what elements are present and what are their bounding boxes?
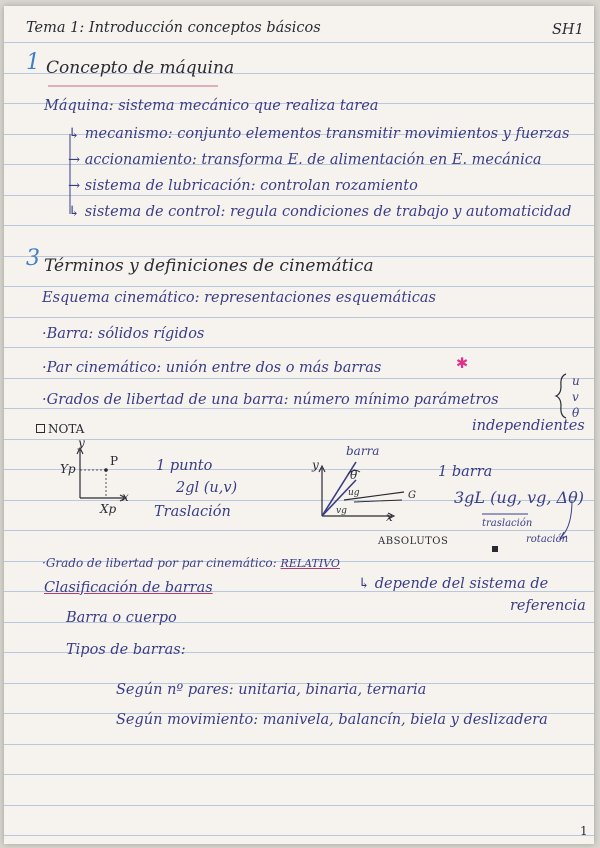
diagrams-overlay [4,6,594,844]
left-yp-label: Yp [60,462,76,476]
brace-var-theta: θ [572,406,580,420]
clasificacion-heading: Clasificación de barras [44,580,213,596]
section-1-item-text: accionamiento: transforma E. de alimentación en E. mecánica [84,152,542,168]
section-1-item: → accionamiento: transforma E. de alimentación en E. mecánica [68,152,542,168]
left-desc-3: Traslación [154,504,231,520]
segun-movimiento-line: Según movimiento: manivela, balancín, biela y deslizadera [116,712,548,728]
segun-pares-line: Según nº pares: unitaria, binaria, ternaria [116,682,427,698]
barra-segment [344,492,404,500]
brace-icon [556,374,566,418]
right-axis-x-label: x [386,510,393,524]
gdl-par-text: ·Grado de libertad por par cinemático: [42,556,277,570]
traslacion-label: traslación [482,518,533,529]
section-1-definition: Máquina: sistema mecánico que realiza tarea [44,98,379,114]
rotacion-arrowhead [560,532,567,539]
star-mark: ✱ [456,356,469,372]
section-3-title: Términos y definiciones de cinemática [44,256,374,276]
section-1-item: ↳ mecanismo: conjunto elementos transmitir movimientos y fuerzas [68,126,570,142]
notebook-page [4,6,594,844]
right-barra-label: barra [346,444,380,458]
left-desc-1: 1 punto [156,458,213,474]
right-vg-label: vg [336,506,347,516]
esquema-line: Esquema cinemático: representaciones esquemáticas [42,290,436,306]
barra-cuerpo-line: Barra o cuerpo [66,610,177,626]
independientes-text: independientes [472,418,585,434]
left-axis-y-label: y [78,436,85,450]
section-3-number: 3 [26,246,40,271]
relativo-text: RELATIVO [280,557,340,570]
right-ug-label: ug [348,488,360,498]
page-number: 1 [580,824,588,838]
section-1-title: Concepto de máquina [46,58,235,78]
barra-line-b [322,480,356,516]
page-header-code: SH1 [552,22,584,38]
right-axis-y-label: y [312,458,319,472]
nota-label-text: NOTA [48,422,85,436]
left-point-p [104,468,108,472]
left-desc-2: 2gl (u,v) [176,480,238,496]
absolutos-label: ABSOLUTOS [378,536,449,547]
rotacion-arrow [560,500,572,538]
page-header-title: Tema 1: Introducción conceptos básicos [26,20,321,36]
par-cinematico-line: ·Par cinemático: unión entre dos o más barras [42,360,382,376]
section-1-item: → sistema de lubricación: controlan rozamiento [68,178,418,194]
grados-libertad-line: ·Grados de libertad de una barra: número mínimo parámetros [42,392,499,408]
left-xp-label: Xp [100,502,117,516]
rotacion-label: rotación [526,534,569,545]
referencia-line: referencia [510,598,586,614]
right-desc-1: 1 barra [438,464,493,480]
section-1-item-text: sistema de control: regula condiciones de trabajo y automaticidad [84,204,572,220]
barra-line: ·Barra: sólidos rígidos [42,326,205,342]
left-point-label: P [110,454,119,468]
section-1-item-text: mecanismo: conjunto elementos transmitir movimientos y fuerzas [84,126,570,142]
right-g-label: G [408,490,416,501]
section-1-item: ↳ sistema de control: regula condiciones de trabajo y automaticidad [68,204,572,220]
section-1-number: 1 [26,50,40,75]
right-desc-2: 3gL (ug, vg, Δθ) [454,488,584,507]
left-axis-x-label: x [122,490,129,504]
barra-line-a [322,462,356,516]
brace-var-u: u [572,374,580,388]
g-arrow [354,500,402,502]
right-theta-label: θ [350,468,358,482]
section-1-item-text: sistema de lubricación: controlan rozamiento [84,178,418,194]
tipos-barras-line: Tipos de barras: [66,642,186,658]
depende-line: ↳ depende del sistema de [358,576,549,592]
brace-var-v: v [572,390,579,404]
